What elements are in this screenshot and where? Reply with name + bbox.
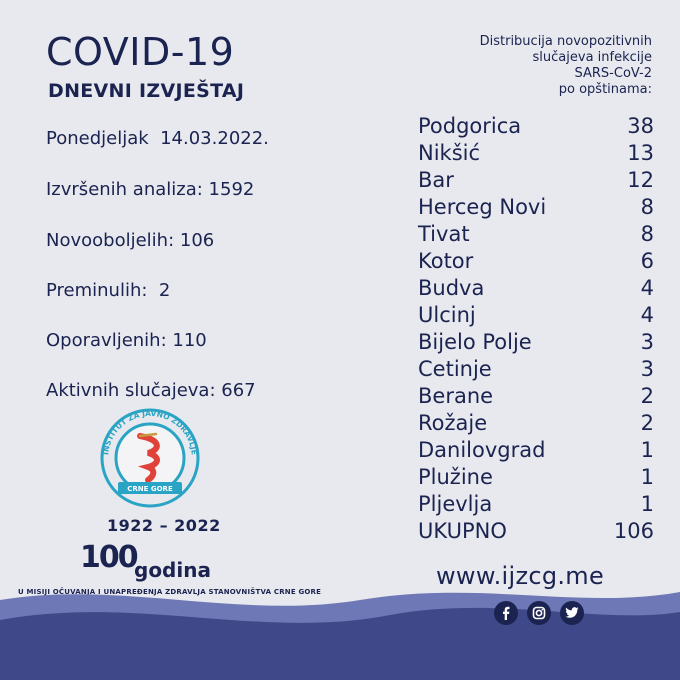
municipality-name: Nikšić	[418, 141, 481, 165]
institute-logo	[90, 406, 210, 516]
municipality-count: 1	[640, 465, 654, 489]
instagram-icon[interactable]	[527, 601, 551, 625]
municipality-count: 3	[640, 330, 654, 354]
municipality-row	[418, 383, 654, 410]
deaths-stat: Preminulih: 2	[46, 280, 171, 301]
municipality-name: Herceg Novi	[418, 195, 547, 219]
report-subtitle: DNEVNI IZVJEŠTAJ	[48, 80, 245, 102]
hundred-label: 100	[80, 540, 137, 575]
municipality-count: 4	[640, 303, 654, 327]
municipality-name: Bar	[418, 168, 454, 192]
distribution-line: SARS-CoV-2	[574, 66, 652, 81]
municipality-name: Rožaje	[418, 411, 488, 435]
total-row	[418, 518, 654, 545]
municipality-count: 3	[640, 357, 654, 381]
municipality-count: 8	[640, 222, 654, 246]
social-icons	[494, 601, 584, 625]
municipality-row	[418, 464, 654, 491]
municipality-row	[418, 194, 654, 221]
municipality-name: Podgorica	[418, 114, 522, 138]
municipality-count: 8	[640, 195, 654, 219]
municipality-count: 13	[627, 141, 654, 165]
logo-banner-text: CRNE GORE	[127, 485, 173, 493]
analyses-stat: Izvršenih analiza: 1592	[46, 179, 255, 200]
total-label: UKUPNO	[418, 519, 507, 543]
municipality-row	[418, 491, 654, 518]
total-count: 106	[613, 519, 654, 543]
website-link[interactable]: www.ijzcg.me	[436, 562, 605, 590]
distribution-line: slučajeva infekcije	[532, 50, 652, 65]
municipality-row	[418, 437, 654, 464]
municipality-name: Bijelo Polje	[418, 330, 532, 354]
municipality-row	[418, 410, 654, 437]
municipality-name: Budva	[418, 276, 485, 300]
municipality-name: Pljevlja	[418, 492, 493, 516]
municipality-count: 2	[640, 384, 654, 408]
municipality-row	[418, 329, 654, 356]
report-title: COVID-19	[46, 30, 235, 74]
distribution-caption	[412, 34, 652, 98]
distribution-line: Distribucija novopozitivnih	[479, 34, 652, 49]
municipality-count: 1	[640, 492, 654, 516]
municipality-name: Tivat	[418, 222, 470, 246]
twitter-icon[interactable]	[560, 601, 584, 625]
municipality-count: 12	[627, 168, 654, 192]
municipality-count: 4	[640, 276, 654, 300]
godina-label: godina	[134, 558, 211, 582]
municipality-count: 38	[627, 114, 654, 138]
municipality-name: Kotor	[418, 249, 474, 273]
municipality-row	[418, 275, 654, 302]
municipality-name: Cetinje	[418, 357, 492, 381]
distribution-line: po opštinama:	[558, 82, 652, 97]
recovered-stat: Oporavljenih: 110	[46, 330, 207, 351]
municipality-row	[418, 248, 654, 275]
municipality-row	[418, 356, 654, 383]
municipality-row	[418, 221, 654, 248]
municipality-name: Berane	[418, 384, 494, 408]
municipality-count: 1	[640, 438, 654, 462]
municipality-name: Plužine	[418, 465, 493, 489]
municipality-count: 2	[640, 411, 654, 435]
municipality-table	[418, 113, 654, 545]
municipality-row	[418, 302, 654, 329]
new-cases-stat: Novooboljelih: 106	[46, 230, 215, 251]
active-cases-stat: Aktivnih slučajeva: 667	[46, 380, 256, 401]
municipality-row	[418, 140, 654, 167]
municipality-row	[418, 167, 654, 194]
municipality-name: Ulcinj	[418, 303, 476, 327]
facebook-icon[interactable]	[494, 601, 518, 625]
mission-statement: U MISIJI OČUVANJA I UNAPREĐENJA ZDRAVLJA STANOVNIŠTVA CRNE GORE	[18, 588, 322, 596]
municipality-count: 6	[640, 249, 654, 273]
municipality-name: Danilovgrad	[418, 438, 546, 462]
date-line: Ponedjeljak 14.03.2022.	[46, 128, 269, 149]
years-label: 1922 – 2022	[107, 516, 221, 535]
logo-ring-text: INSTITUT ZA JAVNO ZDRAVLJE	[101, 408, 199, 456]
municipality-row	[418, 113, 654, 140]
